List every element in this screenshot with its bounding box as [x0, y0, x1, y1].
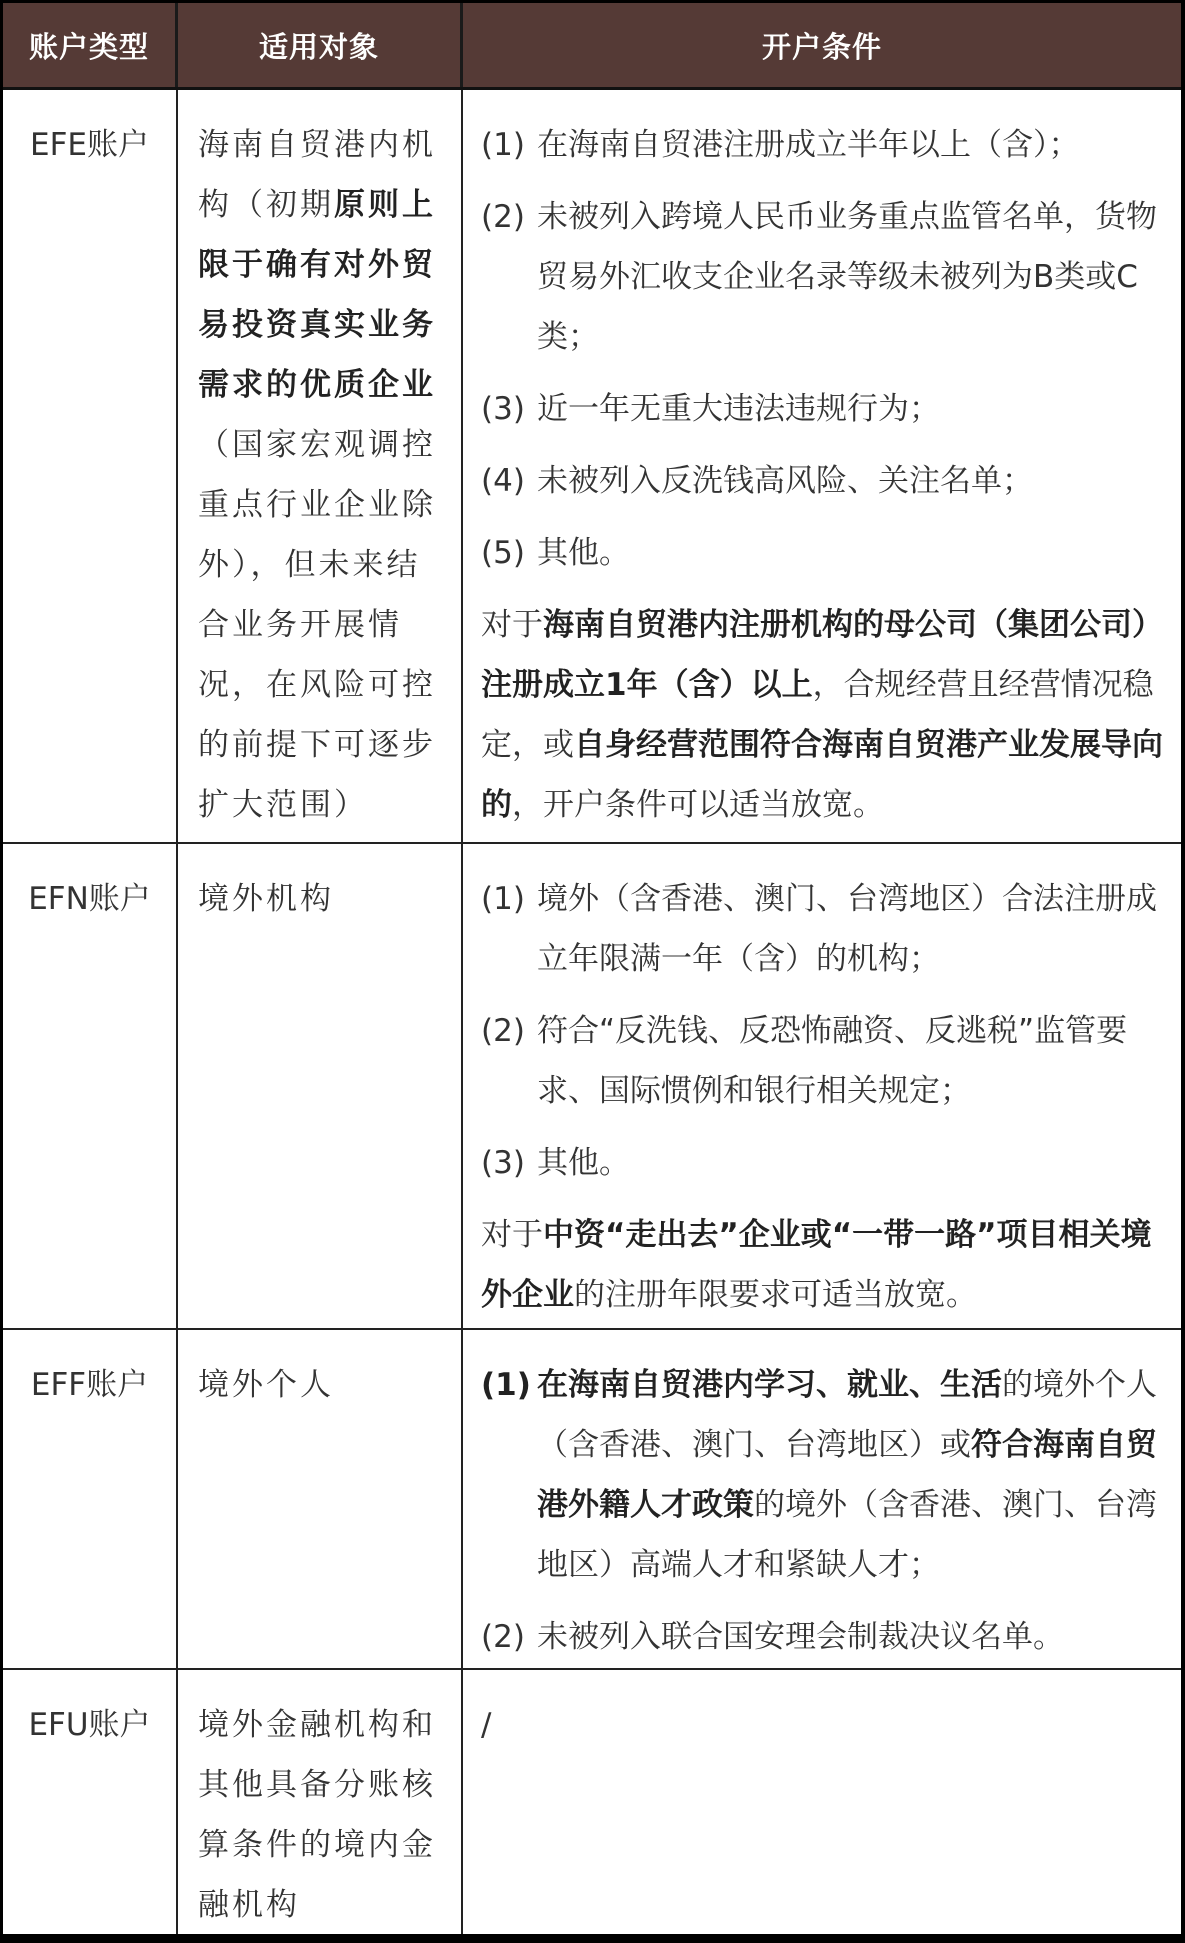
- text-segment: 的境外个人（含香港、澳门、台湾地区）或: [537, 1367, 1157, 1463]
- text-segment: 在海南自贸港注册成立半年以上（含）；: [537, 127, 1080, 163]
- applicable-target: [178, 90, 461, 835]
- condition-text: [537, 115, 1167, 175]
- condition-number: (4): [481, 463, 525, 499]
- relaxation-note: [481, 1205, 1167, 1325]
- account-type: EFF账户: [30, 1367, 149, 1403]
- applicable-target: [178, 1330, 461, 1415]
- condition-number: (1): [481, 127, 525, 163]
- text-segment: （国家宏观调控重点行业企业除外），但未来结合业务开展情况，在风险可控的前提下可逐步扩大范围）: [198, 427, 436, 823]
- text-segment: 境外金融机构和其他具备分账核算条件的境内金融机构: [198, 1707, 436, 1923]
- opening-conditions: /: [481, 1707, 492, 1743]
- condition-text: [537, 1355, 1167, 1595]
- condition-text: [537, 1001, 1167, 1121]
- condition-number: (2): [481, 1619, 525, 1655]
- table-row-efu: [3, 1670, 1181, 1934]
- text-segment: ，开户条件可以适当放宽。: [512, 787, 884, 823]
- condition-number: (1): [481, 881, 525, 917]
- bold-text: 原则上限于确有对外贸易投资真实业务需求的优质企业: [198, 187, 436, 403]
- condition-item: [481, 1607, 1167, 1667]
- opening-conditions: [463, 90, 1181, 835]
- text-segment: 其他。: [537, 535, 630, 571]
- text-segment: 未被列入反洗钱高风险、关注名单；: [537, 463, 1033, 499]
- text-segment: 的境外（含香港、澳门、台湾地区）高端人才和紧缺人才；: [537, 1487, 1157, 1583]
- bold-text: 海南自贸港内注册机构的母公司（集团公司）注册成立1年（含）以上: [481, 607, 1163, 703]
- account-type: EFU账户: [28, 1707, 151, 1743]
- text-segment: 境外个人: [198, 1367, 334, 1403]
- condition-text: [537, 187, 1167, 367]
- applicable-target: [178, 844, 461, 929]
- condition-item: [481, 115, 1167, 175]
- condition-number: (3): [481, 1145, 525, 1181]
- account-type: EFN账户: [28, 881, 151, 917]
- condition-text: [537, 379, 1167, 439]
- condition-item: [481, 523, 1167, 583]
- bold-text: 自身经营范围符合海南自贸港产业发展导向的: [481, 727, 1163, 823]
- text-segment: 境外机构: [198, 881, 334, 917]
- condition-item: [481, 1133, 1167, 1193]
- text-segment: 的注册年限要求可适当放宽。: [574, 1277, 977, 1313]
- condition-number: (2): [481, 1013, 525, 1049]
- condition-number: (2): [481, 199, 525, 235]
- text-segment: 对于: [481, 607, 543, 643]
- header-applicable-target: 适用对象: [178, 3, 463, 87]
- condition-item: [481, 187, 1167, 367]
- condition-text: [537, 869, 1167, 989]
- condition-text: [537, 523, 1167, 583]
- header-account-type: 账户类型: [3, 3, 178, 87]
- condition-text: [537, 451, 1167, 511]
- text-segment: 其他。: [537, 1145, 630, 1181]
- bold-text: 在海南自贸港内学习、就业、生活: [537, 1367, 1002, 1403]
- text-segment: 近一年无重大违法违规行为；: [537, 391, 940, 427]
- condition-item: [481, 1355, 1167, 1595]
- text-segment: 境外（含香港、澳门、台湾地区）合法注册成立年限满一年（含）的机构；: [537, 881, 1157, 977]
- applicable-target: [178, 1670, 461, 1935]
- condition-item: [481, 379, 1167, 439]
- condition-text: [537, 1607, 1167, 1667]
- table-row-eff: [3, 1330, 1181, 1670]
- account-types-table: [3, 3, 1181, 1934]
- text-segment: 未被列入跨境人民币业务重点监管名单，货物贸易外汇收支企业名录等级未被列为B类或C类；: [537, 199, 1157, 355]
- text-segment: 海南自贸港内机构（初期: [198, 127, 436, 223]
- condition-item: [481, 451, 1167, 511]
- text-segment: 对于: [481, 1217, 543, 1253]
- table-header: [3, 3, 1181, 90]
- bold-text: 中资“走出去”企业或“一带一路”项目相关境外企业: [481, 1217, 1152, 1313]
- condition-number: (3): [481, 391, 525, 427]
- account-type: EFE账户: [29, 127, 149, 163]
- table-row-efe: [3, 90, 1181, 844]
- opening-conditions: [463, 1330, 1181, 1667]
- condition-number: (5): [481, 535, 525, 571]
- text-segment: 符合“反洗钱、反恐怖融资、反逃税”监管要求、国际惯例和银行相关规定；: [537, 1013, 1128, 1109]
- opening-conditions: [463, 844, 1181, 1325]
- condition-number: (1): [481, 1367, 531, 1403]
- condition-text: [537, 1133, 1167, 1193]
- condition-item: [481, 869, 1167, 989]
- relaxation-note: [481, 595, 1167, 835]
- header-opening-conditions: 开户条件: [761, 29, 882, 64]
- condition-item: [481, 1001, 1167, 1121]
- bold-text: 符合海南自贸港外籍人才政策: [537, 1427, 1157, 1523]
- text-segment: 未被列入联合国安理会制裁决议名单。: [537, 1619, 1064, 1655]
- table-row-efn: [3, 844, 1181, 1330]
- text-segment: ，合规经营且经营情况稳定，或: [481, 667, 1154, 763]
